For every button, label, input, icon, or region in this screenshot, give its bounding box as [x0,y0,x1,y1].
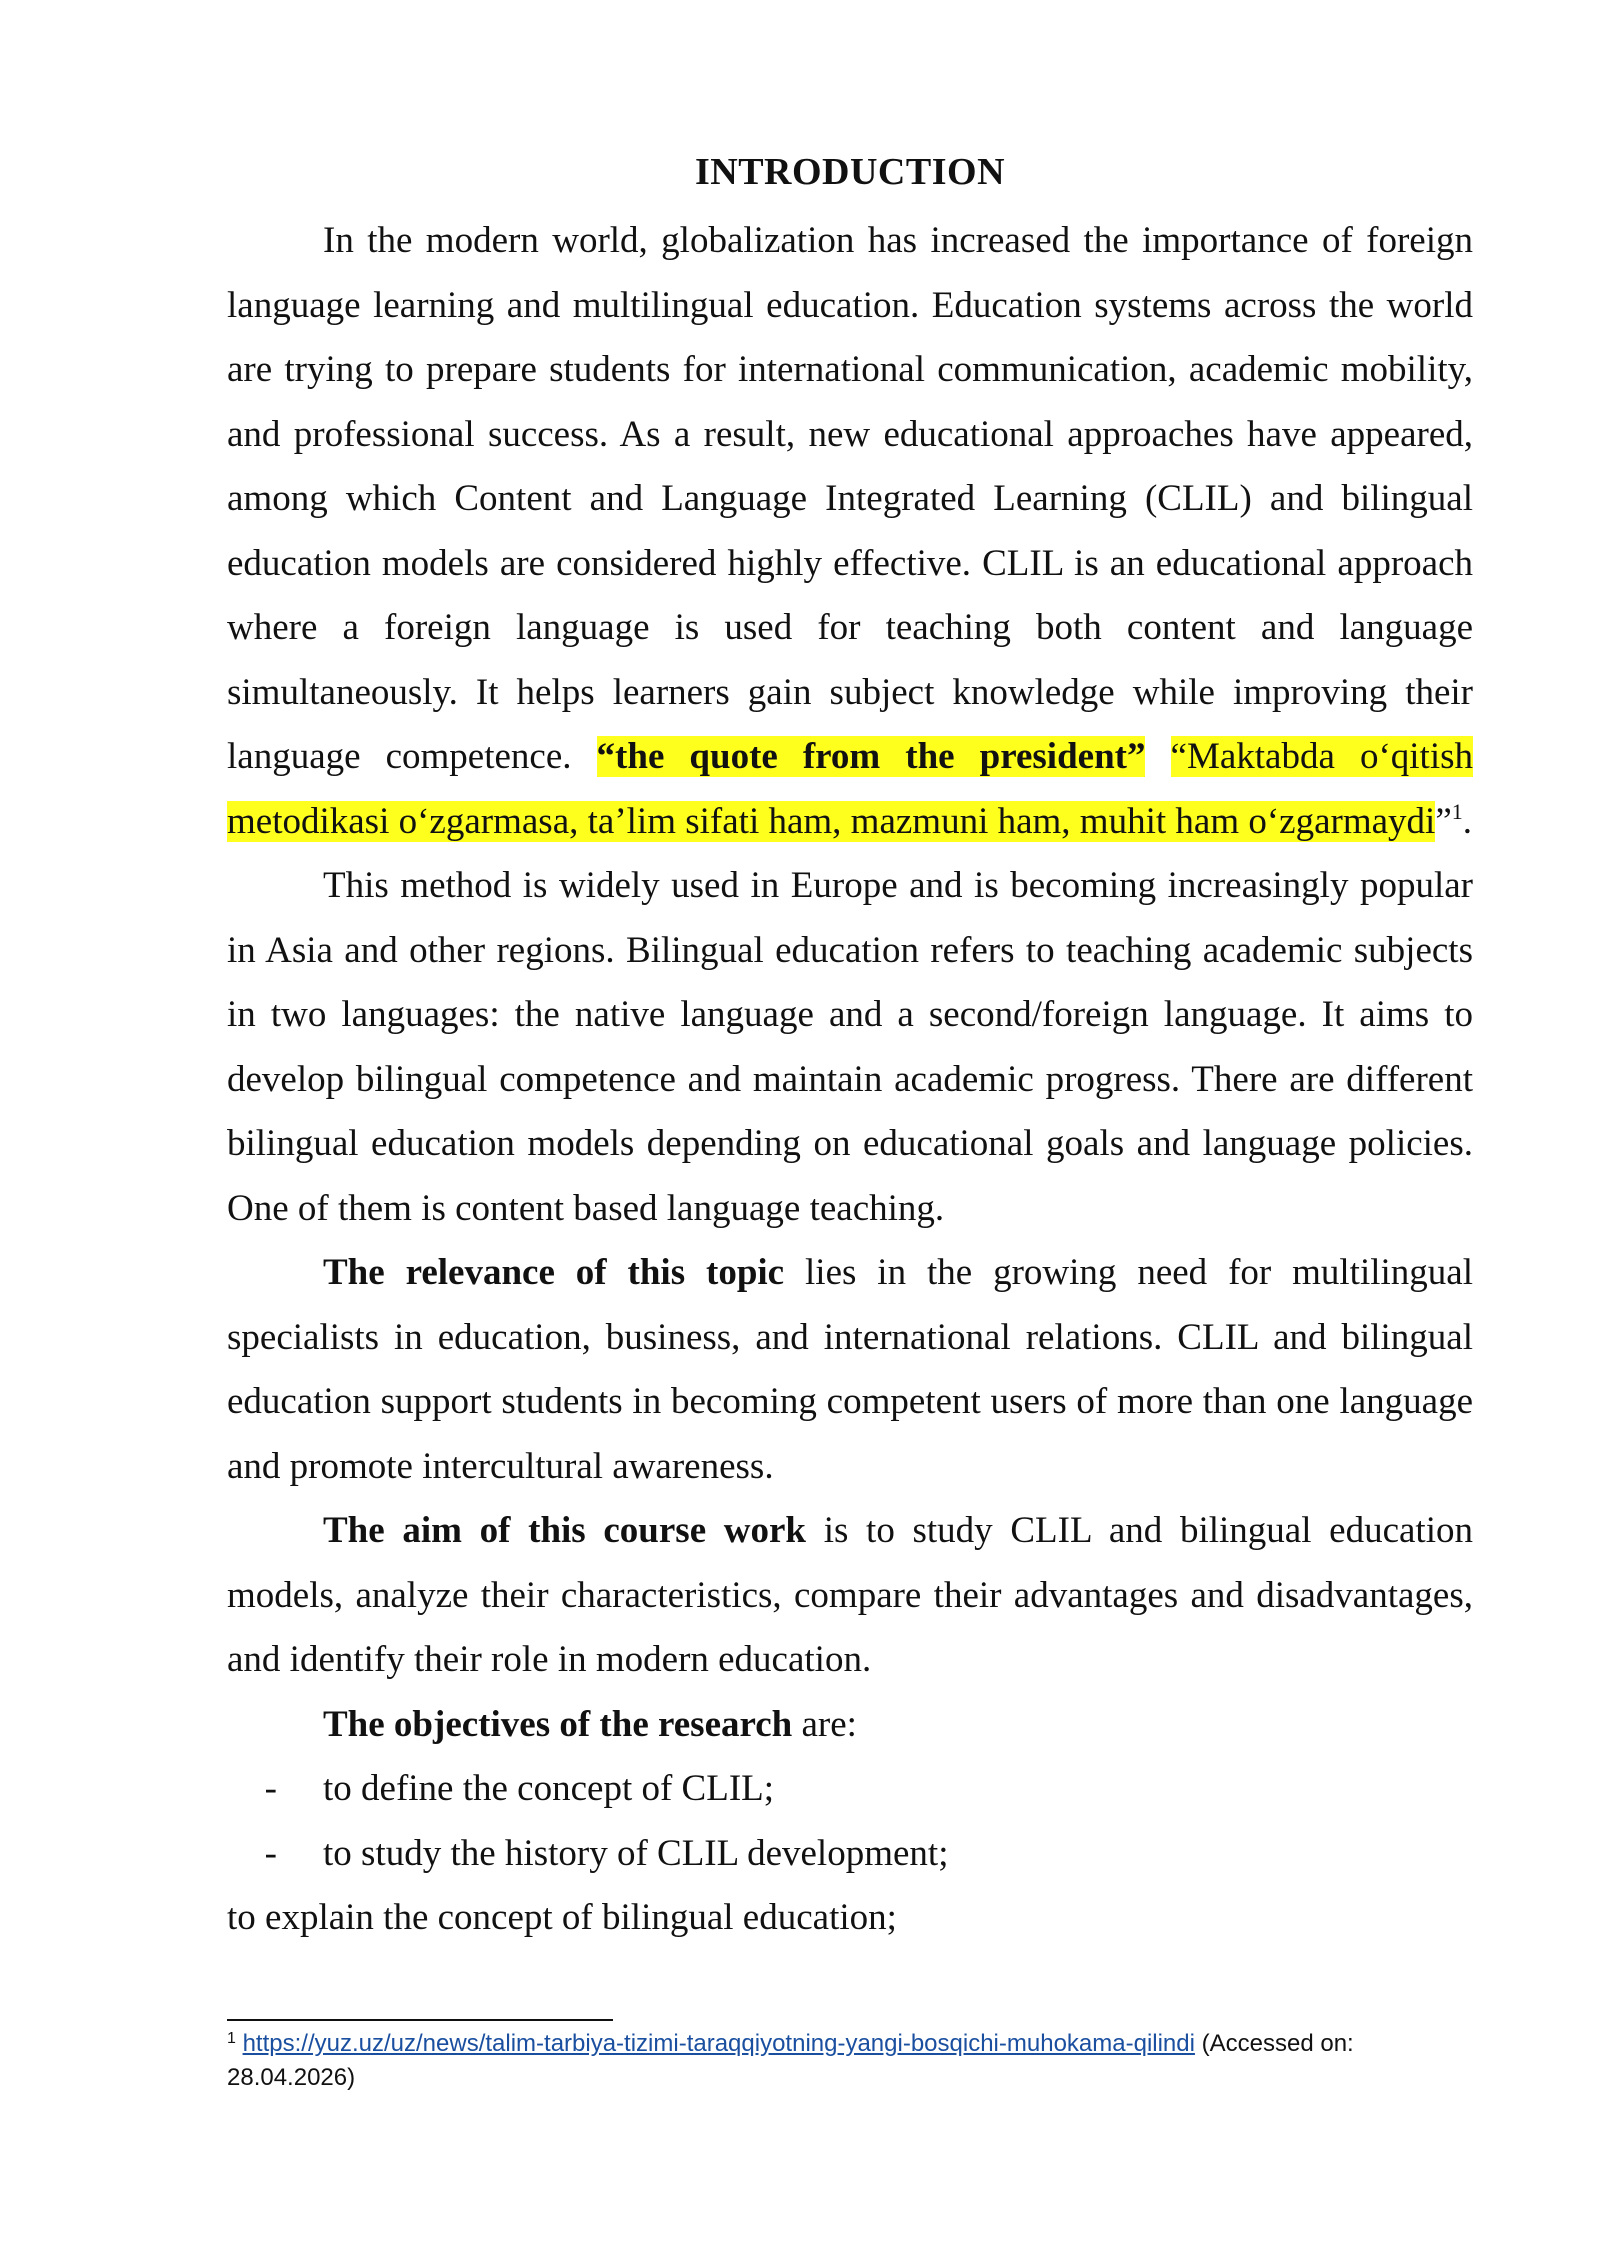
aim-heading: The aim of this course work [323,1510,807,1551]
intro-paragraph-text: In the modern world, globalization has increased the importance of foreign language learning and multilingual education. Education systems across the world are trying to prepare students for international communication, academic mobility, and professional success. As a result, new educational approaches have appeared, among which Content and Language Integrated Learning (CLIL) and bilingual education models are considered highly effective. CLIL is an educational approach where a foreign language is used for teaching both content and language simultaneously. It helps learners gain subject knowledge while improving their language competence. [227,220,1473,777]
list-item-text: to study the history of CLIL development; [323,1832,949,1874]
aim-paragraph [227,1499,1473,1693]
quote-label: “the quote from the president” [596,736,1146,777]
footnote-link[interactable]: https://yuz.uz/uz/news/talim-tarbiya-tizimi-taraqqiyotning-yangi-bosqichi-muhokama-qilindi [242,2030,1195,2057]
bilingual-objective-line: to explain the concept of bilingual education; [227,1897,897,1938]
method-paragraph: This method is widely used in Europe and is becoming increasingly popular in Asia and other regions. Bilingual education refers to teaching academic subjects in two languages: the native language and a second/foreign language. It aims to develop bilingual competence and maintain academic progress. There are different bilingual education models depending on educational goals and language policies. One of them is content based language teaching. [227,865,1473,1229]
list-item [227,1822,1473,1887]
body-text [227,209,1473,1951]
quote-space [1145,736,1170,777]
footnote [227,2027,1457,2095]
footnote-separator [227,2019,613,2021]
page-title: INTRODUCTION [694,151,1006,193]
relevance-heading: The relevance of this topic [323,1252,785,1293]
president-quote: “Maktabda o‘qitish metodikasi o‘zgarmasa, ta’lim sifati ham, mazmuni ham, muhit ham o‘zgarmaydi [227,736,1473,842]
quote-close: ” [1435,800,1452,842]
list-item [227,1757,1473,1822]
objectives-heading: The objectives of the research [323,1703,793,1745]
list-item-text: to define the concept of CLIL; [323,1768,775,1809]
relevance-paragraph [227,1241,1473,1499]
objectives-text: are: [792,1703,857,1745]
objectives-paragraph [227,1693,1473,1758]
footnote-accessed: (Accessed on: 28.04.2026) [227,2030,1354,2091]
list-dash: - [264,1832,277,1874]
aim-text: is to study CLIL and bilingual education models, analyze their characteristics, compare their advantages and disadvantages, and identify their role in modern education. [227,1510,1473,1680]
intro-paragraph-end: . [1462,800,1473,842]
intro-paragraph [227,209,1473,854]
footnote-reference[interactable]: 1 [1451,798,1463,824]
list-dash: - [264,1768,277,1809]
relevance-text: lies in the growing need for multilingual specialists in education, business, and international relations. CLIL and bilingual education support students in becoming competent users of more than one language and promote intercultural awareness. [227,1252,1473,1487]
footnote-mark: 1 [227,2030,236,2047]
